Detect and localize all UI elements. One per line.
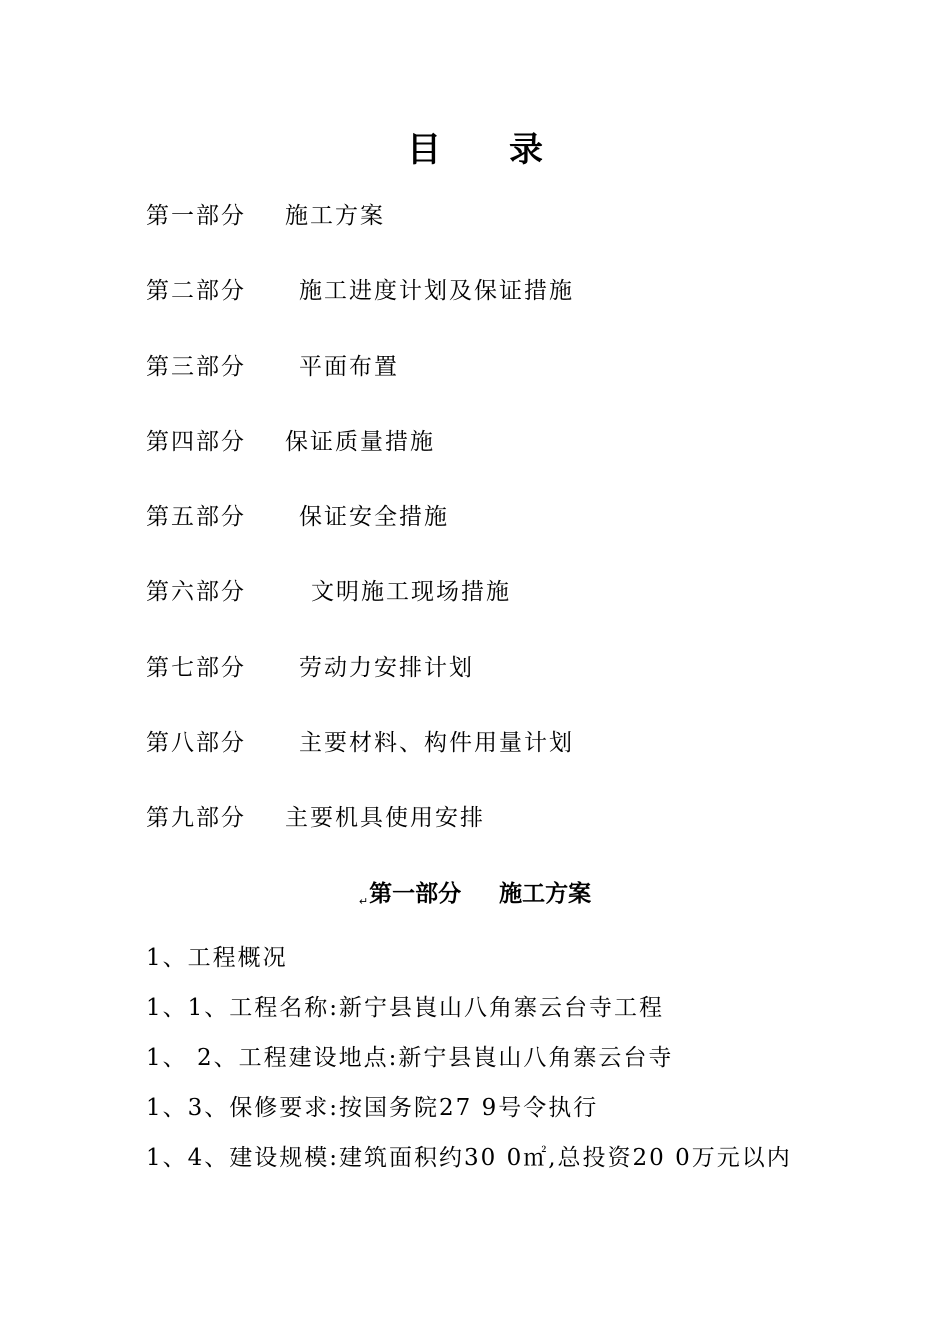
section-heading (0, 872, 950, 924)
overview-line: 1、3、保修要求:按国务院27 9号令执行 (146, 1095, 599, 1121)
toc-part-name: 平面布置 (299, 353, 399, 380)
toc-part-name: 文明施工现场措施 (311, 579, 511, 606)
toc-part-label: 第八部分 (146, 730, 246, 757)
toc-item (146, 572, 574, 647)
toc-part-name: 保证安全措施 (299, 504, 449, 531)
overview-line: 1、4、建设规模:建筑面积约30 0㎡,总投资20 0万元以内 (146, 1145, 792, 1171)
toc-part-name: 主要材料、构件用量计划 (299, 730, 574, 757)
section-part-label: 第一部分 (369, 881, 462, 907)
toc-part-label: 第一部分 (146, 203, 246, 229)
section-part-name: 施工方案 (499, 881, 592, 907)
toc-item (146, 497, 574, 572)
overview-line: 1、 2、工程建设地点:新宁县崀山八角寨云台寺 (146, 1045, 674, 1071)
toc-item (146, 422, 574, 497)
toc-item (146, 798, 574, 873)
toc-part-label: 第五部分 (146, 504, 246, 531)
table-of-contents (146, 196, 574, 874)
toc-item (146, 648, 574, 723)
toc-part-name: 施工方案 (285, 203, 385, 229)
toc-part-name: 主要机具使用安排 (285, 805, 485, 832)
toc-item (146, 347, 574, 422)
toc-part-label: 第三部分 (146, 353, 246, 380)
toc-item (146, 271, 574, 346)
toc-part-label: 第七部分 (146, 654, 246, 681)
overview-line: 1、1、工程名称:新宁县崀山八角寨云台寺工程 (146, 995, 665, 1021)
overview-line: 1、工程概况 (146, 945, 288, 971)
paragraph-mark-icon: ↵ (358, 895, 369, 908)
toc-item (146, 196, 574, 271)
toc-part-name: 保证质量措施 (285, 428, 435, 455)
toc-part-label: 第二部分 (146, 278, 246, 305)
toc-part-name: 施工进度计划及保证措施 (299, 278, 574, 305)
toc-part-label: 第六部分 (146, 579, 246, 606)
page-title: 目 录 (407, 130, 543, 170)
toc-part-label: 第九部分 (146, 805, 246, 832)
project-overview (146, 936, 792, 1186)
toc-part-label: 第四部分 (146, 428, 246, 455)
toc-item (146, 723, 574, 798)
toc-part-name: 劳动力安排计划 (299, 654, 474, 681)
